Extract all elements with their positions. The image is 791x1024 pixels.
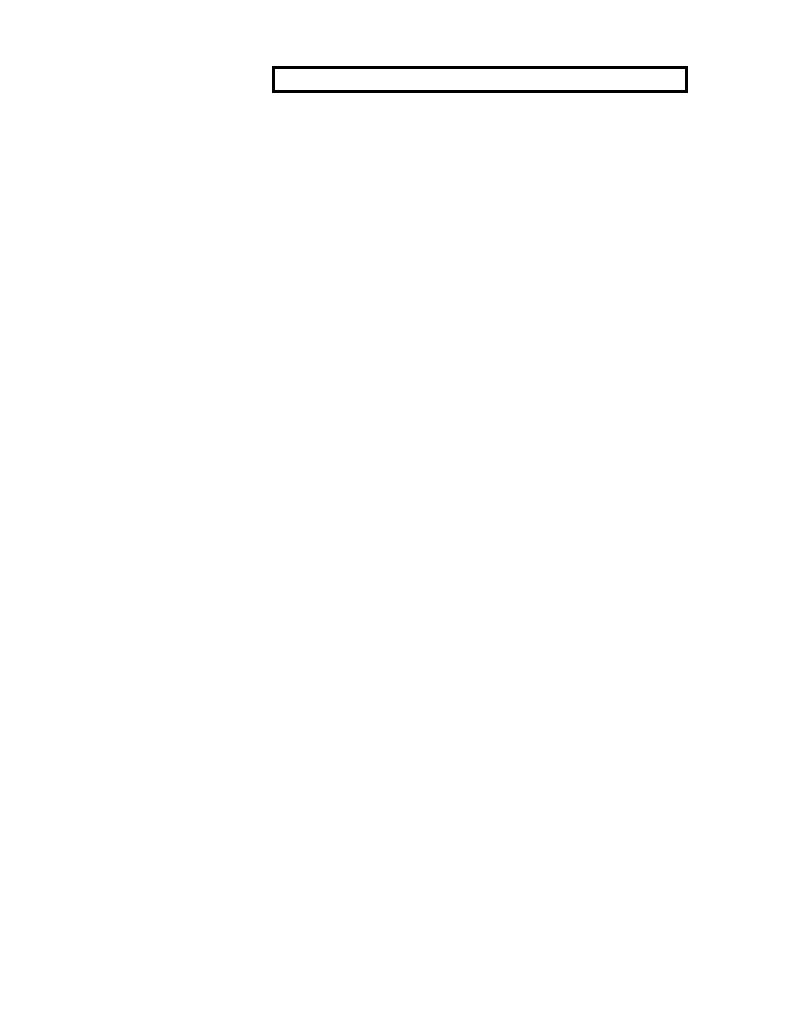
column-header-ziua — [66, 64, 275, 88]
table-header-row — [272, 66, 688, 93]
